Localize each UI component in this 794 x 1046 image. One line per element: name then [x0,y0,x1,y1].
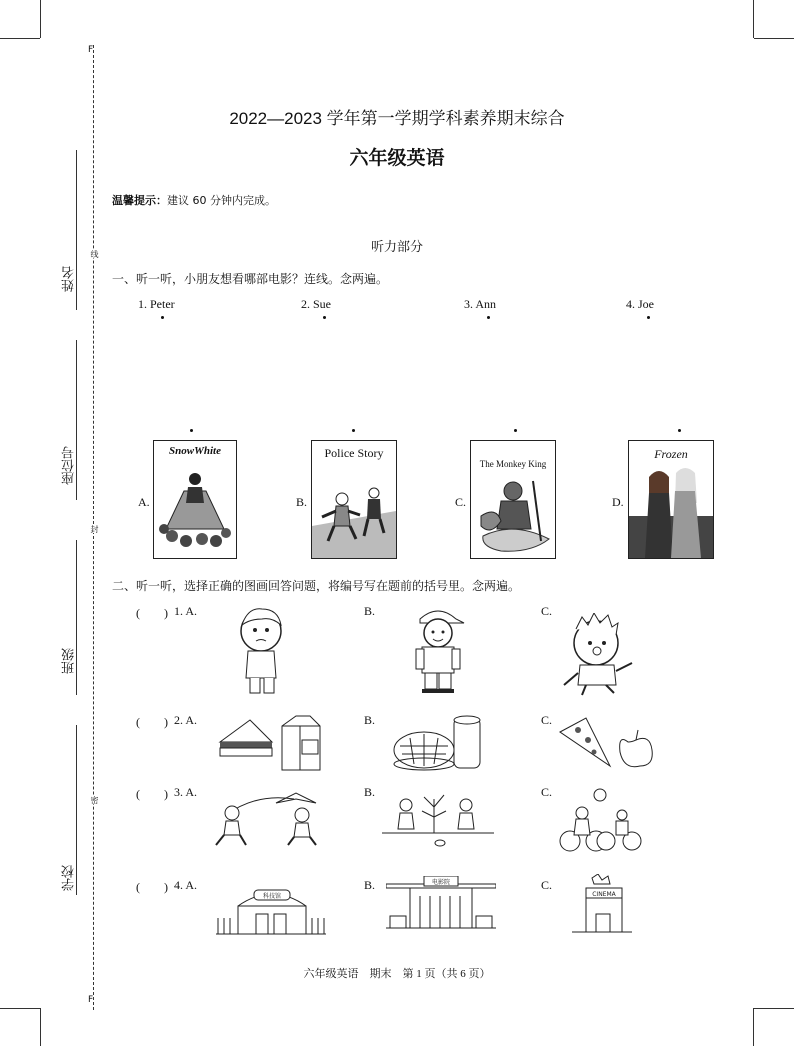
section-title: 听力部分 [370,240,423,255]
match-dot-bottom[interactable] [352,429,355,432]
q2-3-option-c: C. [541,785,553,799]
frozen-illustration [629,441,713,558]
match-dot-top[interactable] [323,316,326,319]
science-museum-image [216,882,326,938]
poster-snow-white [153,440,237,559]
q2-3-label: 3. A. [174,785,198,799]
crop-mark [40,0,41,38]
side-label-seat: 座位号 [62,446,77,485]
match-dot-bottom[interactable] [190,429,193,432]
poster-police-story [311,440,397,559]
kids-bike-image [556,785,646,855]
poster-title: Frozen [654,447,688,461]
poster-monkey-king [470,440,556,559]
answer-paren-4[interactable]: ( ) [136,880,168,894]
answer-paren-2[interactable]: ( ) [136,715,168,729]
crop-mark [0,1008,40,1009]
crop-mark [753,1008,754,1046]
sign-text: 科技馆 [262,893,282,900]
side-label-name: 姓名 [62,266,77,292]
binding-mark-line: 线 [90,250,99,258]
match-dot-top[interactable] [161,316,164,319]
poster-letter-a: A. [138,495,150,509]
side-label-class: 班级 [62,648,77,674]
crop-mark [753,0,754,38]
person-peter: 1. Peter [138,297,175,311]
boy-cap-image [408,603,468,698]
sandwich-milk-image [216,712,336,774]
poster-title: SnowWhite [169,445,221,457]
side-label-school: 学校 [62,865,77,891]
exam-subtitle: 六年级英语 [349,147,445,169]
crop-mark [0,38,40,39]
match-dot-top[interactable] [487,316,490,319]
monkey-king-illustration [471,441,555,558]
person-joe: 4. Joe [626,297,654,311]
person-sue: 2. Sue [301,297,331,311]
q2-3-option-b: B. [364,785,376,799]
crop-mark [40,1008,41,1046]
person-ann: 3. Ann [464,297,497,311]
poster-letter-d: D. [612,495,624,509]
q2-2-option-c: C. [541,713,553,727]
q2-1-option-b: B. [364,604,376,618]
q2-4-option-b: B. [364,878,376,892]
tip-label: 温馨提示： [112,194,167,207]
poster-letter-c: C. [455,495,467,509]
exam-title: 2022—2023 学年第一学期学科素养期末综合 [229,109,565,128]
boy-happy-image [560,613,640,698]
match-dot-bottom[interactable] [678,429,681,432]
cinema-small-image [572,874,632,936]
sign-text: 电影院 [431,879,451,886]
q2-4-option-c: C. [541,878,553,892]
binding-mark-secret: 密 [90,796,99,804]
poster-title: The Monkey King [479,459,547,469]
q2-1-label: 1. A. [174,604,198,618]
binding-end-mark: F [88,995,94,1005]
pie-can-image [390,712,500,774]
answer-paren-1[interactable]: ( ) [136,606,168,620]
q2-instruction: 二、听一听，选择正确的图画回答问题，将编号写在题前的括号里。念两遍。 [112,579,521,593]
crop-mark [754,1008,794,1009]
match-dot-top[interactable] [647,316,650,319]
pizza-apple-image [556,712,656,774]
q2-2-option-b: B. [364,713,376,727]
kids-kite-image [206,785,326,847]
answer-paren-3[interactable]: ( ) [136,787,168,801]
poster-frozen [628,440,714,559]
q2-1-option-c: C. [541,604,553,618]
tip-text: 建议 60 分钟内完成。 [167,194,276,207]
boy-sad-image [228,603,298,698]
q1-instruction: 一、听一听，小朋友想看哪部电影？连线。念两遍。 [112,272,389,286]
poster-title: Police Story [324,446,384,460]
match-dot-bottom[interactable] [514,429,517,432]
sign-text: CINEMA [592,891,616,898]
crop-mark [754,38,794,39]
cinema-building-image [386,876,496,932]
q2-4-label: 4. A. [174,878,198,892]
police-story-illustration [312,441,396,558]
page-footer: 六年级英语 期末 第 1 页（共 6 页） [303,968,491,980]
q2-2-label: 2. A. [174,713,198,727]
snow-white-illustration [154,441,236,558]
binding-end-mark: F [88,45,94,55]
tip-line [112,192,276,208]
poster-letter-b: B. [296,495,308,509]
binding-mark-seal: 封 [90,525,99,533]
kids-plant-tree-image [378,785,498,851]
